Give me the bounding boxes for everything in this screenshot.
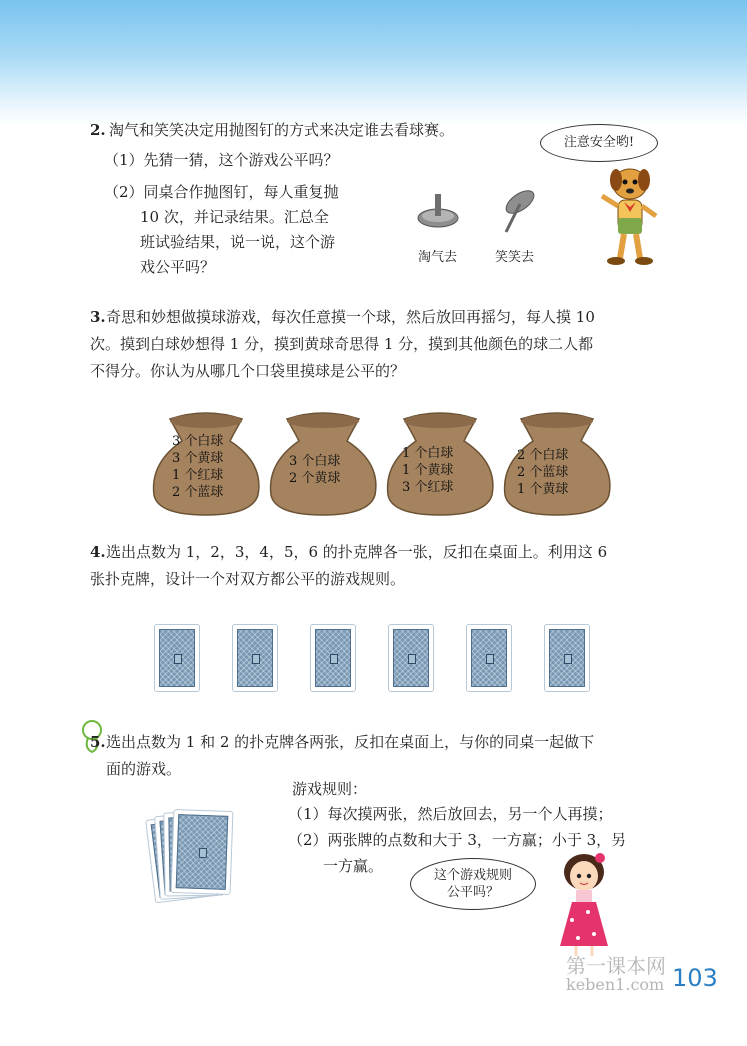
rule-2-line: （2）两张牌的点数和大于 3，一方赢；小于 3，另 [288, 831, 627, 849]
thumbtack-tilted-icon [490, 186, 542, 238]
speech-line: 这个游戏规则 [433, 868, 512, 883]
q2-sub2-line: （2）同桌合作抛图钉，每人重复抛 [104, 183, 339, 201]
speech-text: 注意安全哟! [563, 135, 635, 150]
playing-card-back [232, 624, 278, 692]
rules-title: 游戏规则： [292, 780, 368, 798]
q3-line: 次。摸到白球妙想得 1 分，摸到黄球奇思得 1 分，摸到其他颜色的球二人都 [90, 335, 594, 353]
playing-card-back [310, 624, 356, 692]
bag-item: 1 个白球 [402, 446, 454, 461]
q2-sub2-line: 10 次，并记录结果。汇总全 [140, 208, 329, 226]
q3-line: 不得分。你认为从哪几个口袋里摸球是公平的？ [90, 362, 406, 380]
playing-card-back [388, 624, 434, 692]
watermark-url: keben1.com [566, 975, 665, 994]
q4-line: 张扑克牌，设计一个对双方都公平的游戏规则。 [90, 570, 406, 588]
header-band [0, 0, 747, 125]
q2-sub2-line: 班试验结果，说一说，这个游 [140, 233, 336, 251]
bag-4 [499, 405, 615, 521]
q3-number: 3. [90, 308, 106, 326]
bag-1 [148, 405, 264, 521]
q5-line: 面的游戏。 [106, 760, 182, 778]
bag-3 [382, 405, 498, 521]
playing-card-back [544, 624, 590, 692]
q2-sub2-line: 戏公平吗？ [140, 258, 216, 276]
bag-item: 2 个蓝球 [517, 465, 569, 480]
q2-number: 2. [90, 121, 106, 139]
bag-item: 2 个白球 [517, 448, 569, 463]
caption-xiaoxiao: 笑笑去 [495, 250, 535, 265]
rule-2-line: 一方赢。 [323, 857, 384, 875]
bag-item: 3 个白球 [289, 454, 341, 469]
speech-bubble-safety [540, 124, 658, 162]
q2-text: 淘气和笑笑决定用抛图钉的方式来决定谁去看球赛。 [109, 121, 455, 139]
q5-number: 5. [90, 733, 106, 751]
bag-2 [265, 405, 381, 521]
bag-item: 3 个白球 [172, 434, 224, 449]
q2-sub1: （1）先猜一猜，这个游戏公平吗？ [104, 151, 339, 169]
playing-card-back [466, 624, 512, 692]
q4-number: 4. [90, 543, 106, 561]
q5-line: 选出点数为 1 和 2 的扑克牌各两张，反扣在桌面上，与你的同桌一起做下 [106, 733, 595, 751]
q3-line: 奇思和妙想做摸球游戏，每次任意摸一个球，然后放回再摇匀，每人摸 10 [106, 308, 595, 326]
speech-bubble-question [410, 858, 536, 910]
caption-taoqi: 淘气去 [418, 250, 458, 265]
speech-line: 公平吗？ [446, 885, 499, 900]
bag-item: 3 个红球 [402, 480, 454, 495]
bag-item: 2 个蓝球 [172, 485, 224, 500]
bag-item: 2 个黄球 [289, 471, 341, 486]
playing-card-back [171, 809, 234, 895]
bag-item: 3 个黄球 [172, 451, 224, 466]
page-number: 103 [672, 964, 718, 992]
bag-item: 1 个黄球 [402, 463, 454, 478]
q4-line: 选出点数为 1，2，3，4，5，6 的扑克牌各一张，反扣在桌面上。利用这 6 [106, 543, 608, 561]
bag-item: 1 个黄球 [517, 482, 569, 497]
rule-1: （1）每次摸两张，然后放回去，另一个人再摸； [288, 805, 613, 823]
bag-item: 1 个红球 [172, 468, 224, 483]
girl-character-icon [548, 850, 618, 960]
card-stack [150, 810, 250, 910]
thumbtack-flat-icon [410, 190, 466, 238]
dog-mascot-icon [594, 160, 664, 270]
playing-card-back [154, 624, 200, 692]
watermark-cn: 第一课本网 [566, 954, 666, 978]
